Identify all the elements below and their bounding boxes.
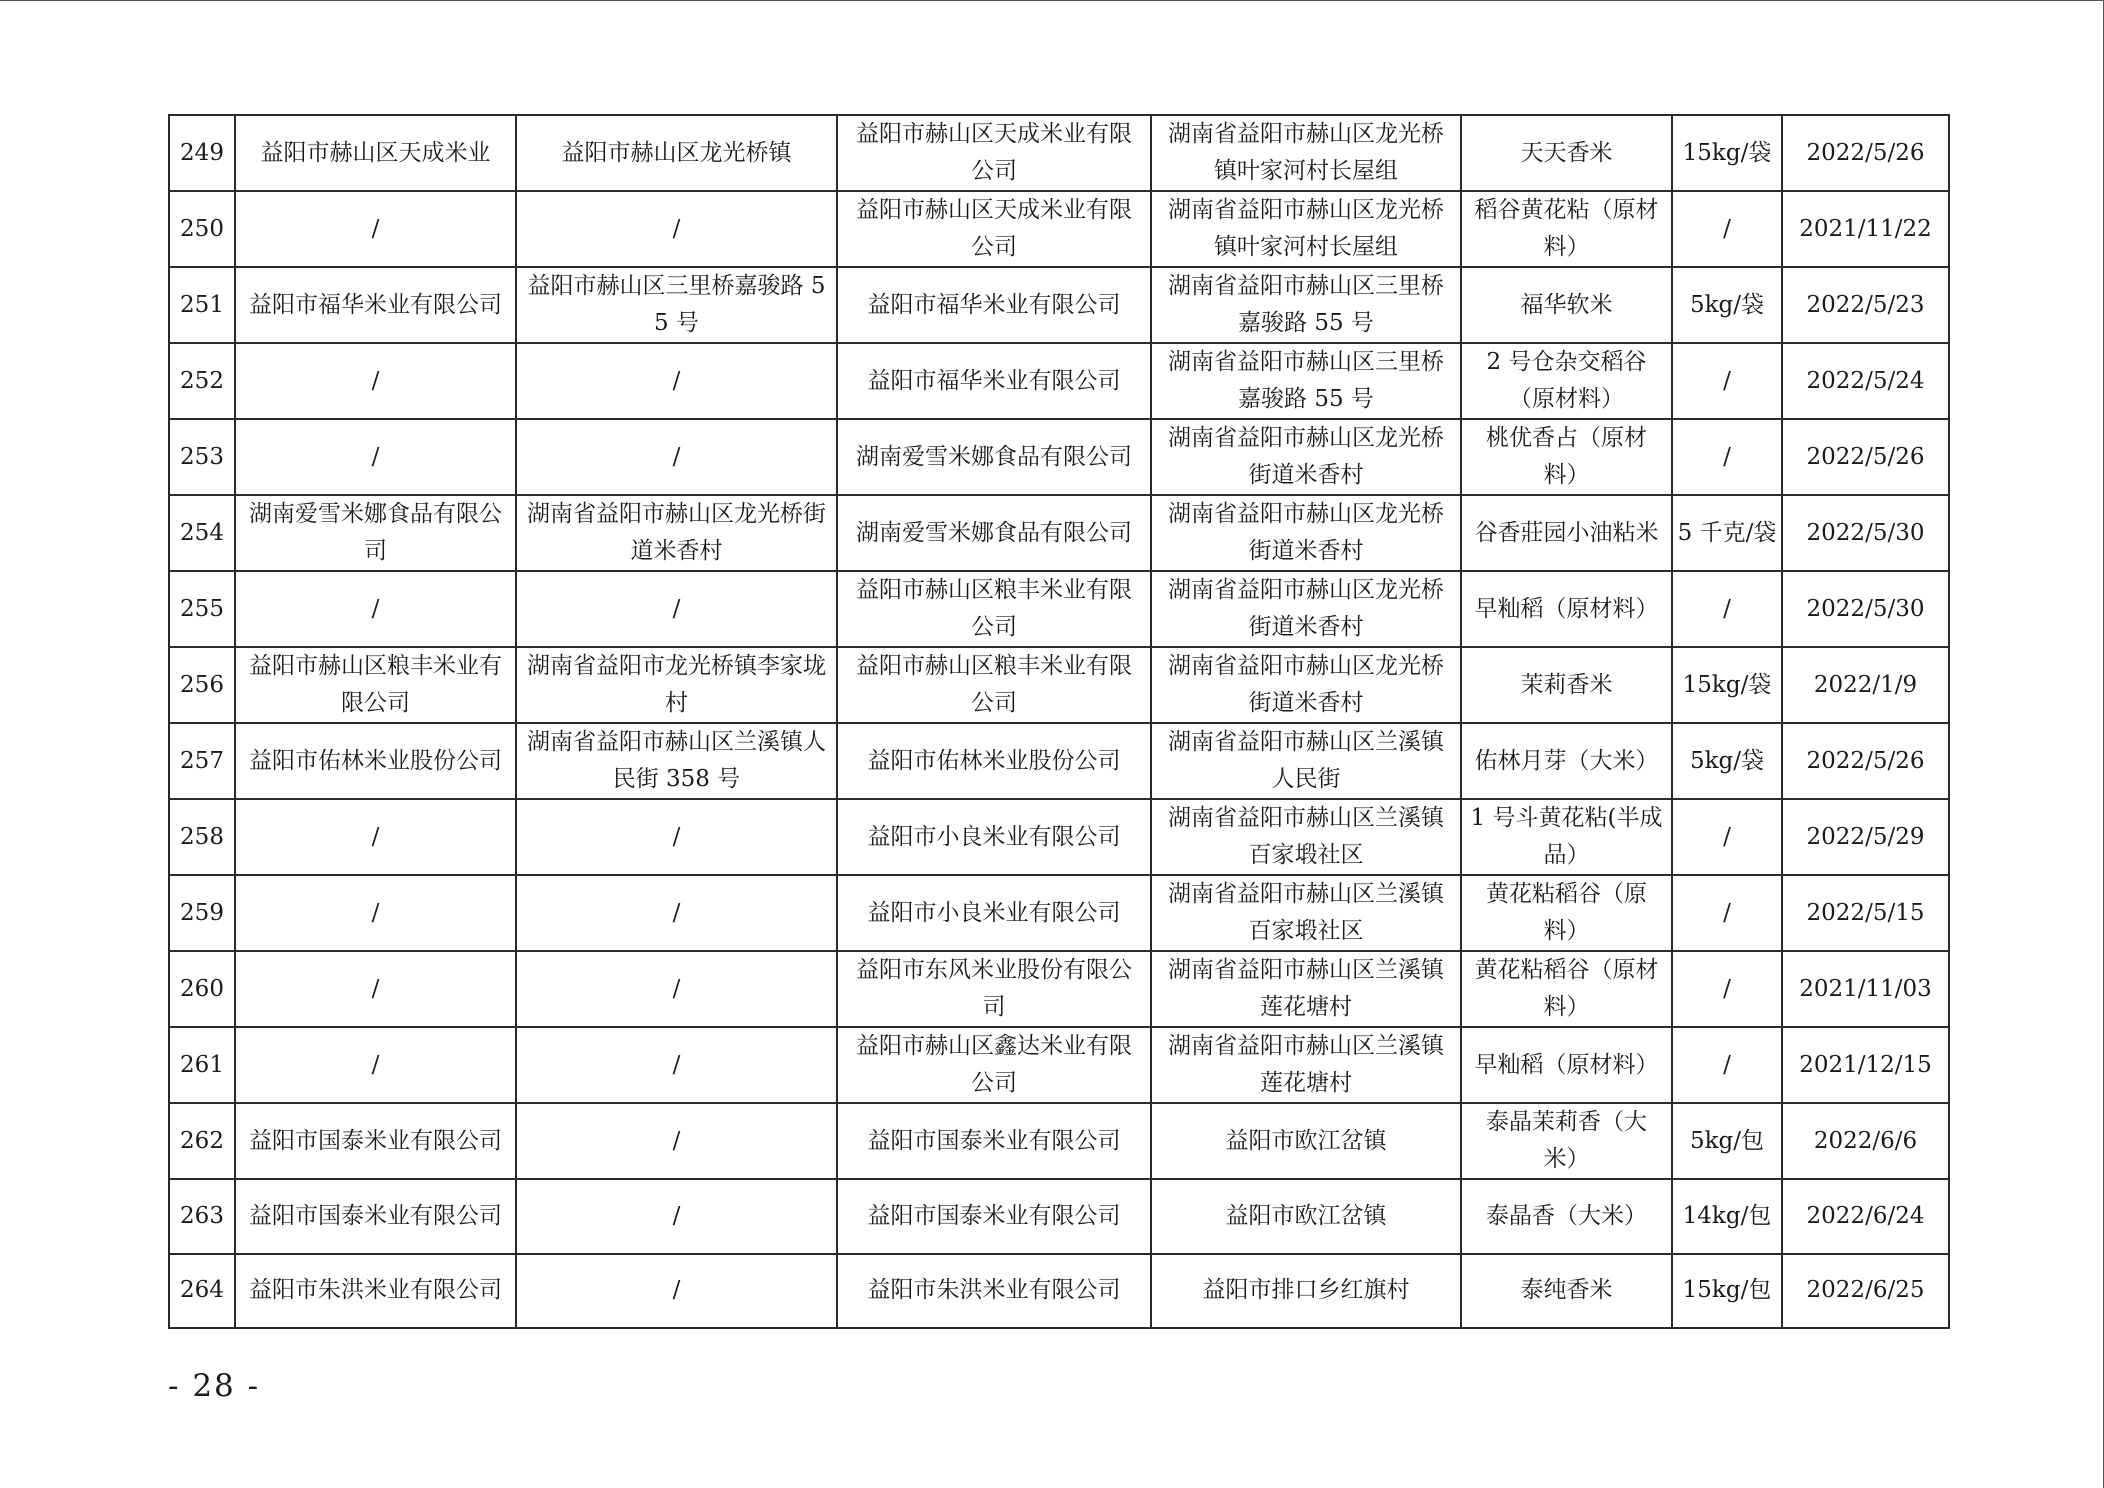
enterprise-name-cell: / [235, 951, 516, 1027]
enterprise-name-cell: / [235, 343, 516, 419]
product-name-cell: 泰晶茉莉香（大米） [1461, 1103, 1672, 1179]
row-number-cell: 264 [169, 1254, 235, 1329]
package-spec-cell: 14kg/包 [1672, 1179, 1782, 1254]
production-date-cell: 2022/6/25 [1782, 1254, 1949, 1329]
product-name-cell: 黄花粘稻谷（原材料） [1461, 951, 1672, 1027]
producer-address-cell: 益阳市排口乡红旗村 [1151, 1254, 1461, 1329]
package-spec-cell: / [1672, 875, 1782, 951]
table-row [169, 419, 1949, 495]
table-row [169, 723, 1949, 799]
enterprise-address-cell: / [516, 875, 837, 951]
table-row [169, 1103, 1949, 1179]
enterprise-address-cell: / [516, 191, 837, 267]
row-number-cell: 257 [169, 723, 235, 799]
table-row [169, 1254, 1949, 1329]
package-spec-cell: 5kg/袋 [1672, 723, 1782, 799]
table-row [169, 799, 1949, 875]
producer-address-cell: 湖南省益阳市赫山区兰溪镇百家塅社区 [1151, 799, 1461, 875]
producer-address-cell: 益阳市欧江岔镇 [1151, 1103, 1461, 1179]
page-number: - 28 - [168, 1368, 261, 1404]
production-date-cell: 2022/5/26 [1782, 115, 1949, 191]
producer-name-cell: 益阳市小良米业有限公司 [837, 875, 1151, 951]
production-date-cell: 2022/5/15 [1782, 875, 1949, 951]
producer-name-cell: 益阳市国泰米业有限公司 [837, 1103, 1151, 1179]
enterprise-name-cell: 益阳市福华米业有限公司 [235, 267, 516, 343]
production-date-cell: 2022/5/30 [1782, 495, 1949, 571]
product-name-cell: 谷香莊园小油粘米 [1461, 495, 1672, 571]
package-spec-cell: / [1672, 571, 1782, 647]
enterprise-address-cell: / [516, 571, 837, 647]
package-spec-cell: 15kg/袋 [1672, 115, 1782, 191]
product-name-cell: 稻谷黄花粘（原材料） [1461, 191, 1672, 267]
producer-name-cell: 益阳市小良米业有限公司 [837, 799, 1151, 875]
enterprise-name-cell: / [235, 191, 516, 267]
producer-address-cell: 益阳市欧江岔镇 [1151, 1179, 1461, 1254]
enterprise-address-cell: 益阳市赫山区龙光桥镇 [516, 115, 837, 191]
producer-address-cell: 湖南省益阳市赫山区龙光桥街道米香村 [1151, 419, 1461, 495]
producer-name-cell: 湖南爱雪米娜食品有限公司 [837, 495, 1151, 571]
package-spec-cell: 5 千克/袋 [1672, 495, 1782, 571]
package-spec-cell: / [1672, 799, 1782, 875]
producer-name-cell: 湖南爱雪米娜食品有限公司 [837, 419, 1151, 495]
table-row [169, 115, 1949, 191]
product-name-cell: 早籼稻（原材料） [1461, 571, 1672, 647]
enterprise-name-cell: 益阳市朱洪米业有限公司 [235, 1254, 516, 1329]
table-body [169, 115, 1949, 1328]
producer-name-cell: 益阳市福华米业有限公司 [837, 343, 1151, 419]
producer-address-cell: 湖南省益阳市赫山区兰溪镇莲花塘村 [1151, 1027, 1461, 1103]
row-number-cell: 262 [169, 1103, 235, 1179]
production-date-cell: 2022/6/6 [1782, 1103, 1949, 1179]
enterprise-name-cell: 益阳市赫山区天成米业 [235, 115, 516, 191]
row-number-cell: 263 [169, 1179, 235, 1254]
product-name-cell: 天天香米 [1461, 115, 1672, 191]
producer-address-cell: 湖南省益阳市赫山区龙光桥街道米香村 [1151, 647, 1461, 723]
row-number-cell: 250 [169, 191, 235, 267]
producer-name-cell: 益阳市东风米业股份有限公司 [837, 951, 1151, 1027]
producer-name-cell: 益阳市赫山区粮丰米业有限公司 [837, 647, 1151, 723]
enterprise-name-cell: / [235, 1027, 516, 1103]
enterprise-name-cell: / [235, 875, 516, 951]
enterprise-address-cell: 益阳市赫山区三里桥嘉骏路 55 号 [516, 267, 837, 343]
production-date-cell: 2022/5/29 [1782, 799, 1949, 875]
enterprise-address-cell: / [516, 951, 837, 1027]
producer-address-cell: 湖南省益阳市赫山区三里桥嘉骏路 55 号 [1151, 343, 1461, 419]
producer-address-cell: 湖南省益阳市赫山区龙光桥镇叶家河村长屋组 [1151, 191, 1461, 267]
product-name-cell: 茉莉香米 [1461, 647, 1672, 723]
row-number-cell: 261 [169, 1027, 235, 1103]
producer-address-cell: 湖南省益阳市赫山区龙光桥街道米香村 [1151, 495, 1461, 571]
enterprise-name-cell: / [235, 799, 516, 875]
package-spec-cell: 15kg/包 [1672, 1254, 1782, 1329]
production-date-cell: 2022/5/23 [1782, 267, 1949, 343]
table-row [169, 875, 1949, 951]
producer-address-cell: 湖南省益阳市赫山区兰溪镇莲花塘村 [1151, 951, 1461, 1027]
producer-name-cell: 益阳市福华米业有限公司 [837, 267, 1151, 343]
product-name-cell: 早籼稻（原材料） [1461, 1027, 1672, 1103]
producer-name-cell: 益阳市朱洪米业有限公司 [837, 1254, 1151, 1329]
product-name-cell: 1 号斗黄花粘(半成品） [1461, 799, 1672, 875]
enterprise-name-cell: 益阳市佑林米业股份公司 [235, 723, 516, 799]
enterprise-name-cell: / [235, 419, 516, 495]
product-name-cell: 2 号仓杂交稻谷（原材料） [1461, 343, 1672, 419]
row-number-cell: 255 [169, 571, 235, 647]
row-number-cell: 258 [169, 799, 235, 875]
production-date-cell: 2022/5/26 [1782, 723, 1949, 799]
enterprise-address-cell: / [516, 799, 837, 875]
enterprise-address-cell: 湖南省益阳市赫山区龙光桥街道米香村 [516, 495, 837, 571]
production-date-cell: 2022/5/26 [1782, 419, 1949, 495]
product-name-cell: 泰纯香米 [1461, 1254, 1672, 1329]
package-spec-cell: / [1672, 343, 1782, 419]
producer-address-cell: 湖南省益阳市赫山区龙光桥镇叶家河村长屋组 [1151, 115, 1461, 191]
producer-address-cell: 湖南省益阳市赫山区兰溪镇百家塅社区 [1151, 875, 1461, 951]
enterprise-name-cell: 益阳市国泰米业有限公司 [235, 1103, 516, 1179]
table-row [169, 571, 1949, 647]
row-number-cell: 254 [169, 495, 235, 571]
table-row [169, 191, 1949, 267]
producer-name-cell: 益阳市赫山区粮丰米业有限公司 [837, 571, 1151, 647]
rice-sampling-table [168, 114, 1950, 1329]
enterprise-address-cell: / [516, 343, 837, 419]
enterprise-name-cell: 益阳市国泰米业有限公司 [235, 1179, 516, 1254]
enterprise-address-cell: / [516, 419, 837, 495]
product-name-cell: 福华软米 [1461, 267, 1672, 343]
product-name-cell: 黄花粘稻谷（原料） [1461, 875, 1672, 951]
producer-name-cell: 益阳市赫山区鑫达米业有限公司 [837, 1027, 1151, 1103]
producer-name-cell: 益阳市国泰米业有限公司 [837, 1179, 1151, 1254]
table-row [169, 951, 1949, 1027]
product-name-cell: 泰晶香（大米） [1461, 1179, 1672, 1254]
row-number-cell: 253 [169, 419, 235, 495]
producer-address-cell: 湖南省益阳市赫山区兰溪镇人民街 [1151, 723, 1461, 799]
table-row [169, 495, 1949, 571]
production-date-cell: 2021/11/22 [1782, 191, 1949, 267]
row-number-cell: 251 [169, 267, 235, 343]
table-row [169, 343, 1949, 419]
package-spec-cell: / [1672, 191, 1782, 267]
production-date-cell: 2022/5/24 [1782, 343, 1949, 419]
table-row [169, 267, 1949, 343]
page-border-top [0, 0, 2104, 1]
producer-name-cell: 益阳市佑林米业股份公司 [837, 723, 1151, 799]
enterprise-address-cell: / [516, 1027, 837, 1103]
row-number-cell: 260 [169, 951, 235, 1027]
production-date-cell: 2022/5/30 [1782, 571, 1949, 647]
package-spec-cell: 5kg/包 [1672, 1103, 1782, 1179]
row-number-cell: 259 [169, 875, 235, 951]
enterprise-name-cell: / [235, 571, 516, 647]
production-date-cell: 2021/12/15 [1782, 1027, 1949, 1103]
table-row [169, 647, 1949, 723]
enterprise-name-cell: 湖南爱雪米娜食品有限公司 [235, 495, 516, 571]
producer-name-cell: 益阳市赫山区天成米业有限公司 [837, 115, 1151, 191]
enterprise-address-cell: 湖南省益阳市龙光桥镇李家垅村 [516, 647, 837, 723]
table-row [169, 1027, 1949, 1103]
package-spec-cell: / [1672, 419, 1782, 495]
enterprise-address-cell: / [516, 1254, 837, 1329]
table-row [169, 1179, 1949, 1254]
package-spec-cell: 5kg/袋 [1672, 267, 1782, 343]
enterprise-address-cell: / [516, 1103, 837, 1179]
row-number-cell: 256 [169, 647, 235, 723]
package-spec-cell: / [1672, 951, 1782, 1027]
producer-address-cell: 湖南省益阳市赫山区龙光桥街道米香村 [1151, 571, 1461, 647]
product-name-cell: 桃优香占（原材料） [1461, 419, 1672, 495]
production-date-cell: 2022/1/9 [1782, 647, 1949, 723]
package-spec-cell: 15kg/袋 [1672, 647, 1782, 723]
row-number-cell: 249 [169, 115, 235, 191]
package-spec-cell: / [1672, 1027, 1782, 1103]
producer-name-cell: 益阳市赫山区天成米业有限公司 [837, 191, 1151, 267]
enterprise-name-cell: 益阳市赫山区粮丰米业有限公司 [235, 647, 516, 723]
enterprise-address-cell: / [516, 1179, 837, 1254]
production-date-cell: 2021/11/03 [1782, 951, 1949, 1027]
production-date-cell: 2022/6/24 [1782, 1179, 1949, 1254]
product-name-cell: 佑林月芽（大米） [1461, 723, 1672, 799]
row-number-cell: 252 [169, 343, 235, 419]
enterprise-address-cell: 湖南省益阳市赫山区兰溪镇人民街 358 号 [516, 723, 837, 799]
producer-address-cell: 湖南省益阳市赫山区三里桥嘉骏路 55 号 [1151, 267, 1461, 343]
